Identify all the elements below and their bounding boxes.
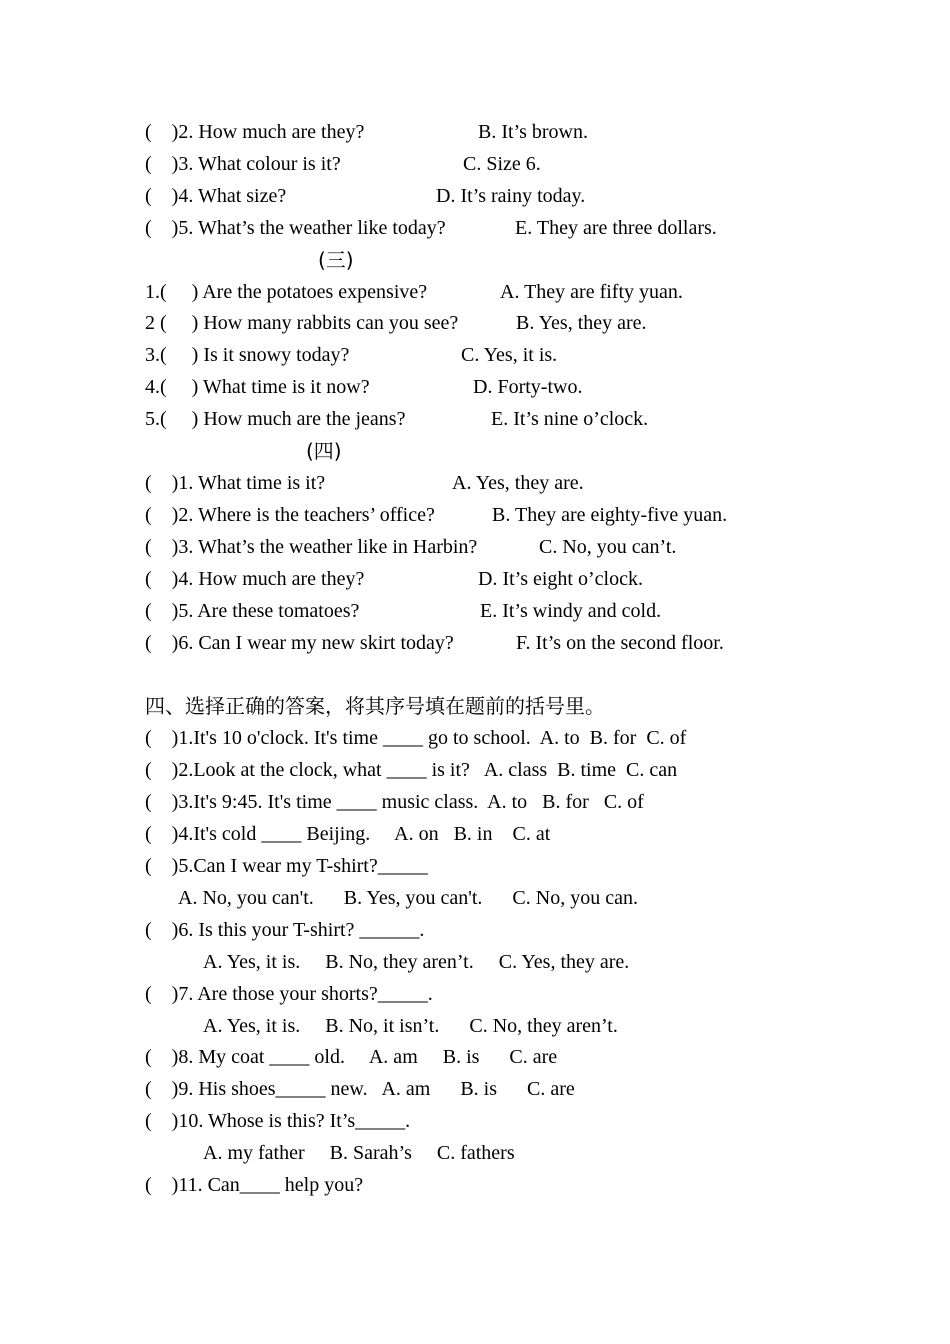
part3-answer-a: A. They are fifty yuan.	[500, 281, 683, 303]
part2-answer-c: C. Size 6.	[463, 153, 541, 175]
part4-question-6: ( )6. Can I wear my new skirt today?	[145, 632, 454, 654]
part3-question-5: 5.( ) How much are the jeans?	[145, 408, 406, 430]
part3-answer-b: B. Yes, they are.	[516, 312, 647, 334]
part2-answer-b: B. It’s brown.	[478, 121, 588, 143]
section4-question-9: ( )9. His shoes_____ new. A. am B. is C. are	[145, 1078, 575, 1100]
section4-question-1: ( )1.It's 10 o'clock. It's time ____ go to school. A. to B. for C. of	[145, 727, 687, 749]
part2-answer-d: D. It’s rainy today.	[436, 185, 586, 207]
part3-question-2: 2 ( ) How many rabbits can you see?	[145, 312, 459, 334]
section4-question-2: ( )2.Look at the clock, what ____ is it? A. class B. time C. can	[145, 759, 678, 781]
part4-answer-f: F. It’s on the second floor.	[516, 632, 724, 654]
section4-question-7: ( )7. Are those your shorts?_____.	[145, 983, 433, 1005]
part4-answer-e: E. It’s windy and cold.	[480, 600, 662, 622]
part4-title: (四)	[306, 439, 342, 463]
section4-question-8: ( )8. My coat ____ old. A. am B. is C. are	[145, 1046, 558, 1068]
part4-question-3: ( )3. What’s the weather like in Harbin?	[145, 536, 478, 558]
part3-answer-d: D. Forty-two.	[473, 376, 583, 398]
part4-answer-d: D. It’s eight o’clock.	[478, 568, 643, 590]
part4-question-2: ( )2. Where is the teachers’ office?	[145, 504, 435, 526]
section4-question-6: ( )6. Is this your T-shirt? ______.	[145, 919, 425, 941]
section4-heading: 四、选择正确的答案，将其序号填在题前的括号里。	[145, 694, 605, 718]
section4-options-5: A. No, you can't. B. Yes, you can't. C. No, you can.	[178, 887, 638, 909]
section4-question-3: ( )3.It's 9:45. It's time ____ music class. A. to B. for C. of	[145, 791, 644, 813]
part2-answer-e: E. They are three dollars.	[515, 217, 717, 239]
part3-answer-e: E. It’s nine o’clock.	[491, 408, 649, 430]
section4-question-5: ( )5.Can I wear my T-shirt?_____	[145, 855, 428, 877]
part3-question-3: 3.( ) Is it snowy today?	[145, 344, 350, 366]
part3-question-1: 1.( ) Are the potatoes expensive?	[145, 281, 428, 303]
part2-question-3: ( )3. What colour is it?	[145, 153, 341, 175]
part3-title: (三)	[318, 248, 354, 272]
part4-question-5: ( )5. Are these tomatoes?	[145, 600, 360, 622]
part4-question-4: ( )4. How much are they?	[145, 568, 365, 590]
part4-answer-c: C. No, you can’t.	[539, 536, 677, 558]
section4-options-7: A. Yes, it is. B. No, it isn’t. C. No, they aren’t.	[203, 1015, 618, 1037]
part2-question-5: ( )5. What’s the weather like today?	[145, 217, 446, 239]
part2-question-4: ( )4. What size?	[145, 185, 287, 207]
section4-question-4: ( )4.It's cold ____ Beijing. A. on B. in C. at	[145, 823, 551, 845]
part4-question-1: ( )1. What time is it?	[145, 472, 326, 494]
part3-question-4: 4.( ) What time is it now?	[145, 376, 370, 398]
section4-options-6: A. Yes, it is. B. No, they aren’t. C. Yes, they are.	[203, 951, 630, 973]
section4-question-10: ( )10. Whose is this? It’s_____.	[145, 1110, 411, 1132]
section4-question-11: ( )11. Can____ help you?	[145, 1174, 364, 1196]
part3-answer-c: C. Yes, it is.	[461, 344, 558, 366]
part4-answer-a: A. Yes, they are.	[452, 472, 584, 494]
part2-question-2: ( )2. How much are they?	[145, 121, 365, 143]
part4-answer-b: B. They are eighty-five yuan.	[492, 504, 728, 526]
section4-options-10: A. my father B. Sarah’s C. fathers	[203, 1142, 515, 1164]
